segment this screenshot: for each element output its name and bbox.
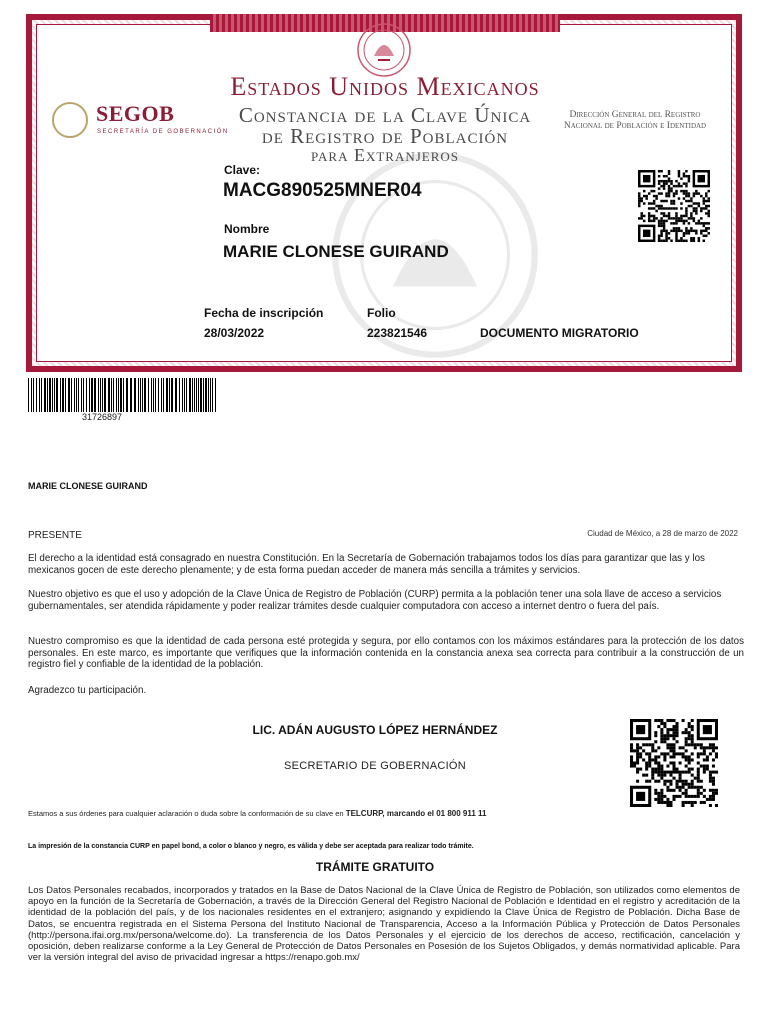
nombre-label: Nombre — [224, 222, 270, 236]
fecha-label: Fecha de inscripción — [204, 306, 324, 320]
segob-seal-icon — [52, 102, 88, 138]
recipient-name: MARIE CLONESE GUIRAND — [28, 481, 148, 491]
signer-title: SECRETARIO DE GOBERNACIÓN — [283, 760, 467, 772]
barcode-icon — [28, 378, 220, 412]
fecha-value: 28/03/2022 — [204, 326, 265, 340]
letter-paragraph: Nuestro compromiso es que la identidad de cada persona esté protegida y segura, por ello contamos con los máximos estándares para la protección de los datos personales. En este marco, es importante que verifiques que la información contenida en la constancia anexa sea correcta para contribuir a la construcción de un registro fiel y confiable de la identidad de la población. — [28, 636, 744, 670]
national-emblem-icon — [352, 20, 416, 80]
privacy-notice: Los Datos Personales recabados, incorporados y tratados en la Base de Datos Nacional de la Clave Única de Registro de Población, son utilizados como elementos de apoyo en la función de la Secretaría de Gobernación, a través de la Dirección General del Registro Nacional de Población e Identidad en el registro y acreditación de la identidad de la población del país, y de los nacionales residentes en el extranjero; asignando y expidiendo la Clave Única de Registro de Población. Dicha Base de Datos, se encuentra registrada en el Sistema Persona del Instituto Nacional de Transparencia, Acceso a la Información Pública y Protección de Datos Personales (http://persona.ifai.org.mx/persona/welcome.do). La transferencia de los Datos Personales y el ejercicio de los derechos de acceso, rectificación, cancelación y oposición, deben realizarse conforme a la Ley General de Protección de Datos Personales en Posesión de los Sujetos Obligados, y demás normatividad aplicable. Para ver la versión integral del aviso de privacidad ingresar a https://renapo.gob.mx/ — [28, 885, 740, 964]
segob-logo-text: SEGOB — [96, 101, 175, 126]
clave-value: MACG890525MNER04 — [223, 180, 422, 201]
place-date: Ciudad de México, a 28 de marzo de 2022 — [587, 529, 738, 538]
letter-paragraph: El derecho a la identidad está consagrado en nuestra Constitución. En la Secretaría de Gobernación trabajamos todos los días para garantizar que las y los mexicanos gocen de este derecho plenamente; y de esta forma puedan acceder de manera más sencilla a trámites y servicios. — [28, 553, 705, 576]
barcode-number: 31726897 — [82, 412, 123, 422]
telcurp-phone: TELCURP, marcando el 01 800 911 11 — [345, 809, 487, 818]
letter-closing: Agradezco tu participación. — [28, 685, 147, 696]
nombre-value: MARIE CLONESE GUIRAND — [223, 242, 449, 261]
document-type: DOCUMENTO MIGRATORIO — [480, 326, 639, 340]
directorate-text: Dirección General del Registro Nacional de Población e Identidad — [563, 110, 707, 131]
contact-text: Estamos a sus órdenes para cualquier aclaración o duda sobre la conformación de su clave en — [28, 809, 346, 818]
document-title-line3: para Extranjeros — [310, 145, 460, 165]
signer-name: LIC. ADÁN AUGUSTO LÓPEZ HERNÁNDEZ — [252, 723, 498, 737]
document-title-line2: de Registro de Población — [261, 124, 509, 148]
printing-note: La impresión de la constancia CURP en papel bond, a color o blanco y negro, es válida y debe ser aceptada para realizar todo trámite. — [28, 843, 474, 850]
folio-label: Folio — [367, 306, 396, 320]
free-procedure-heading: TRÁMITE GRATUITO — [315, 860, 435, 874]
contact-line — [28, 809, 487, 818]
segob-subtitle: SECRETARÍA DE GOBERNACIÓN — [97, 129, 229, 135]
clave-label: Clave: — [224, 163, 261, 177]
letter-paragraph: Nuestro objetivo es que el uso y adopción de la Clave Única de Registro de Población (CURP) permita a la población tener una sola llave de acceso a servicios gubernamentales, ser atendida rápidamente y poder realizar trámites desde cualquier computadora con acceso a internet dentro o fuera del país. — [28, 589, 722, 612]
qr-code-icon — [630, 719, 718, 807]
country-title: Estados Unidos Mexicanos — [230, 72, 540, 101]
greeting: PRESENTE — [28, 530, 82, 541]
document-title-line1: Constancia de la Clave Única — [238, 103, 532, 127]
folio-value: 223821546 — [367, 326, 428, 340]
qr-code-icon — [638, 170, 710, 242]
